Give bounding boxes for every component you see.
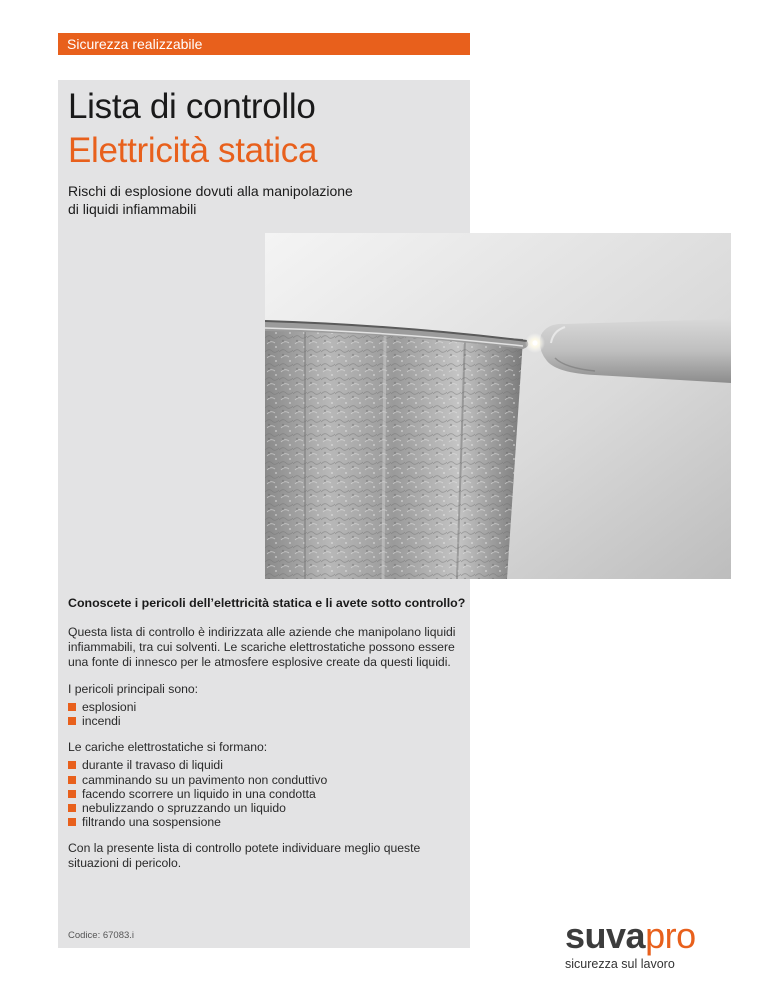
list-item: camminando su un pavimento non conduttivo <box>68 773 468 787</box>
dangers-heading: I pericoli principali sono: <box>68 682 199 696</box>
subtitle-line-1: Rischi di esplosione dovuti alla manipolazione <box>68 183 353 199</box>
logo-word-pro: pro <box>645 915 696 956</box>
page-subtitle <box>68 182 448 218</box>
list-item: durante il travaso di liquidi <box>68 758 468 772</box>
list-item: esplosioni <box>68 700 468 714</box>
list-item: nebulizzando o spruzzando un liquido <box>68 801 468 815</box>
cover-photo-illustration <box>265 233 731 579</box>
charges-list <box>68 758 468 829</box>
dangers-list <box>68 700 468 728</box>
page-title-topic: Elettricità statica <box>68 131 318 170</box>
suvapro-logo <box>565 915 735 978</box>
list-item: incendi <box>68 714 468 728</box>
page-title: Lista di controllo <box>68 87 316 126</box>
logo-tagline: sicurezza sul lavoro <box>565 957 675 971</box>
intro-section <box>68 596 468 871</box>
header-band <box>58 33 470 55</box>
intro-question: Conoscete i pericoli dell’elettricità statica e li avete sotto controllo? <box>68 596 466 610</box>
subtitle-line-2: di liquidi infiammabili <box>68 201 197 217</box>
cover-photo <box>265 233 731 579</box>
closing-text: Con la presente lista di controllo potete individuare meglio queste situazioni di pericolo. <box>68 841 421 871</box>
list-item: filtrando una sospensione <box>68 815 468 829</box>
intro-paragraph: Questa lista di controllo è indirizzata alle aziende che manipolano liquidi infiammabili, tra cui solventi. Le scariche elettrostatiche possono essere una fonte di innesco per le atmosfere esplosive create da questi liquidi. <box>68 625 456 669</box>
list-item: facendo scorrere un liquido in una condotta <box>68 787 468 801</box>
header-band-label: Sicurezza realizzabile <box>67 36 203 52</box>
charges-heading: Le cariche elettrostatiche si formano: <box>68 740 268 755</box>
document-code: Codice: 67083.i <box>68 930 135 941</box>
logo-wordmark <box>565 915 735 956</box>
logo-word-suva: suva <box>565 915 646 956</box>
